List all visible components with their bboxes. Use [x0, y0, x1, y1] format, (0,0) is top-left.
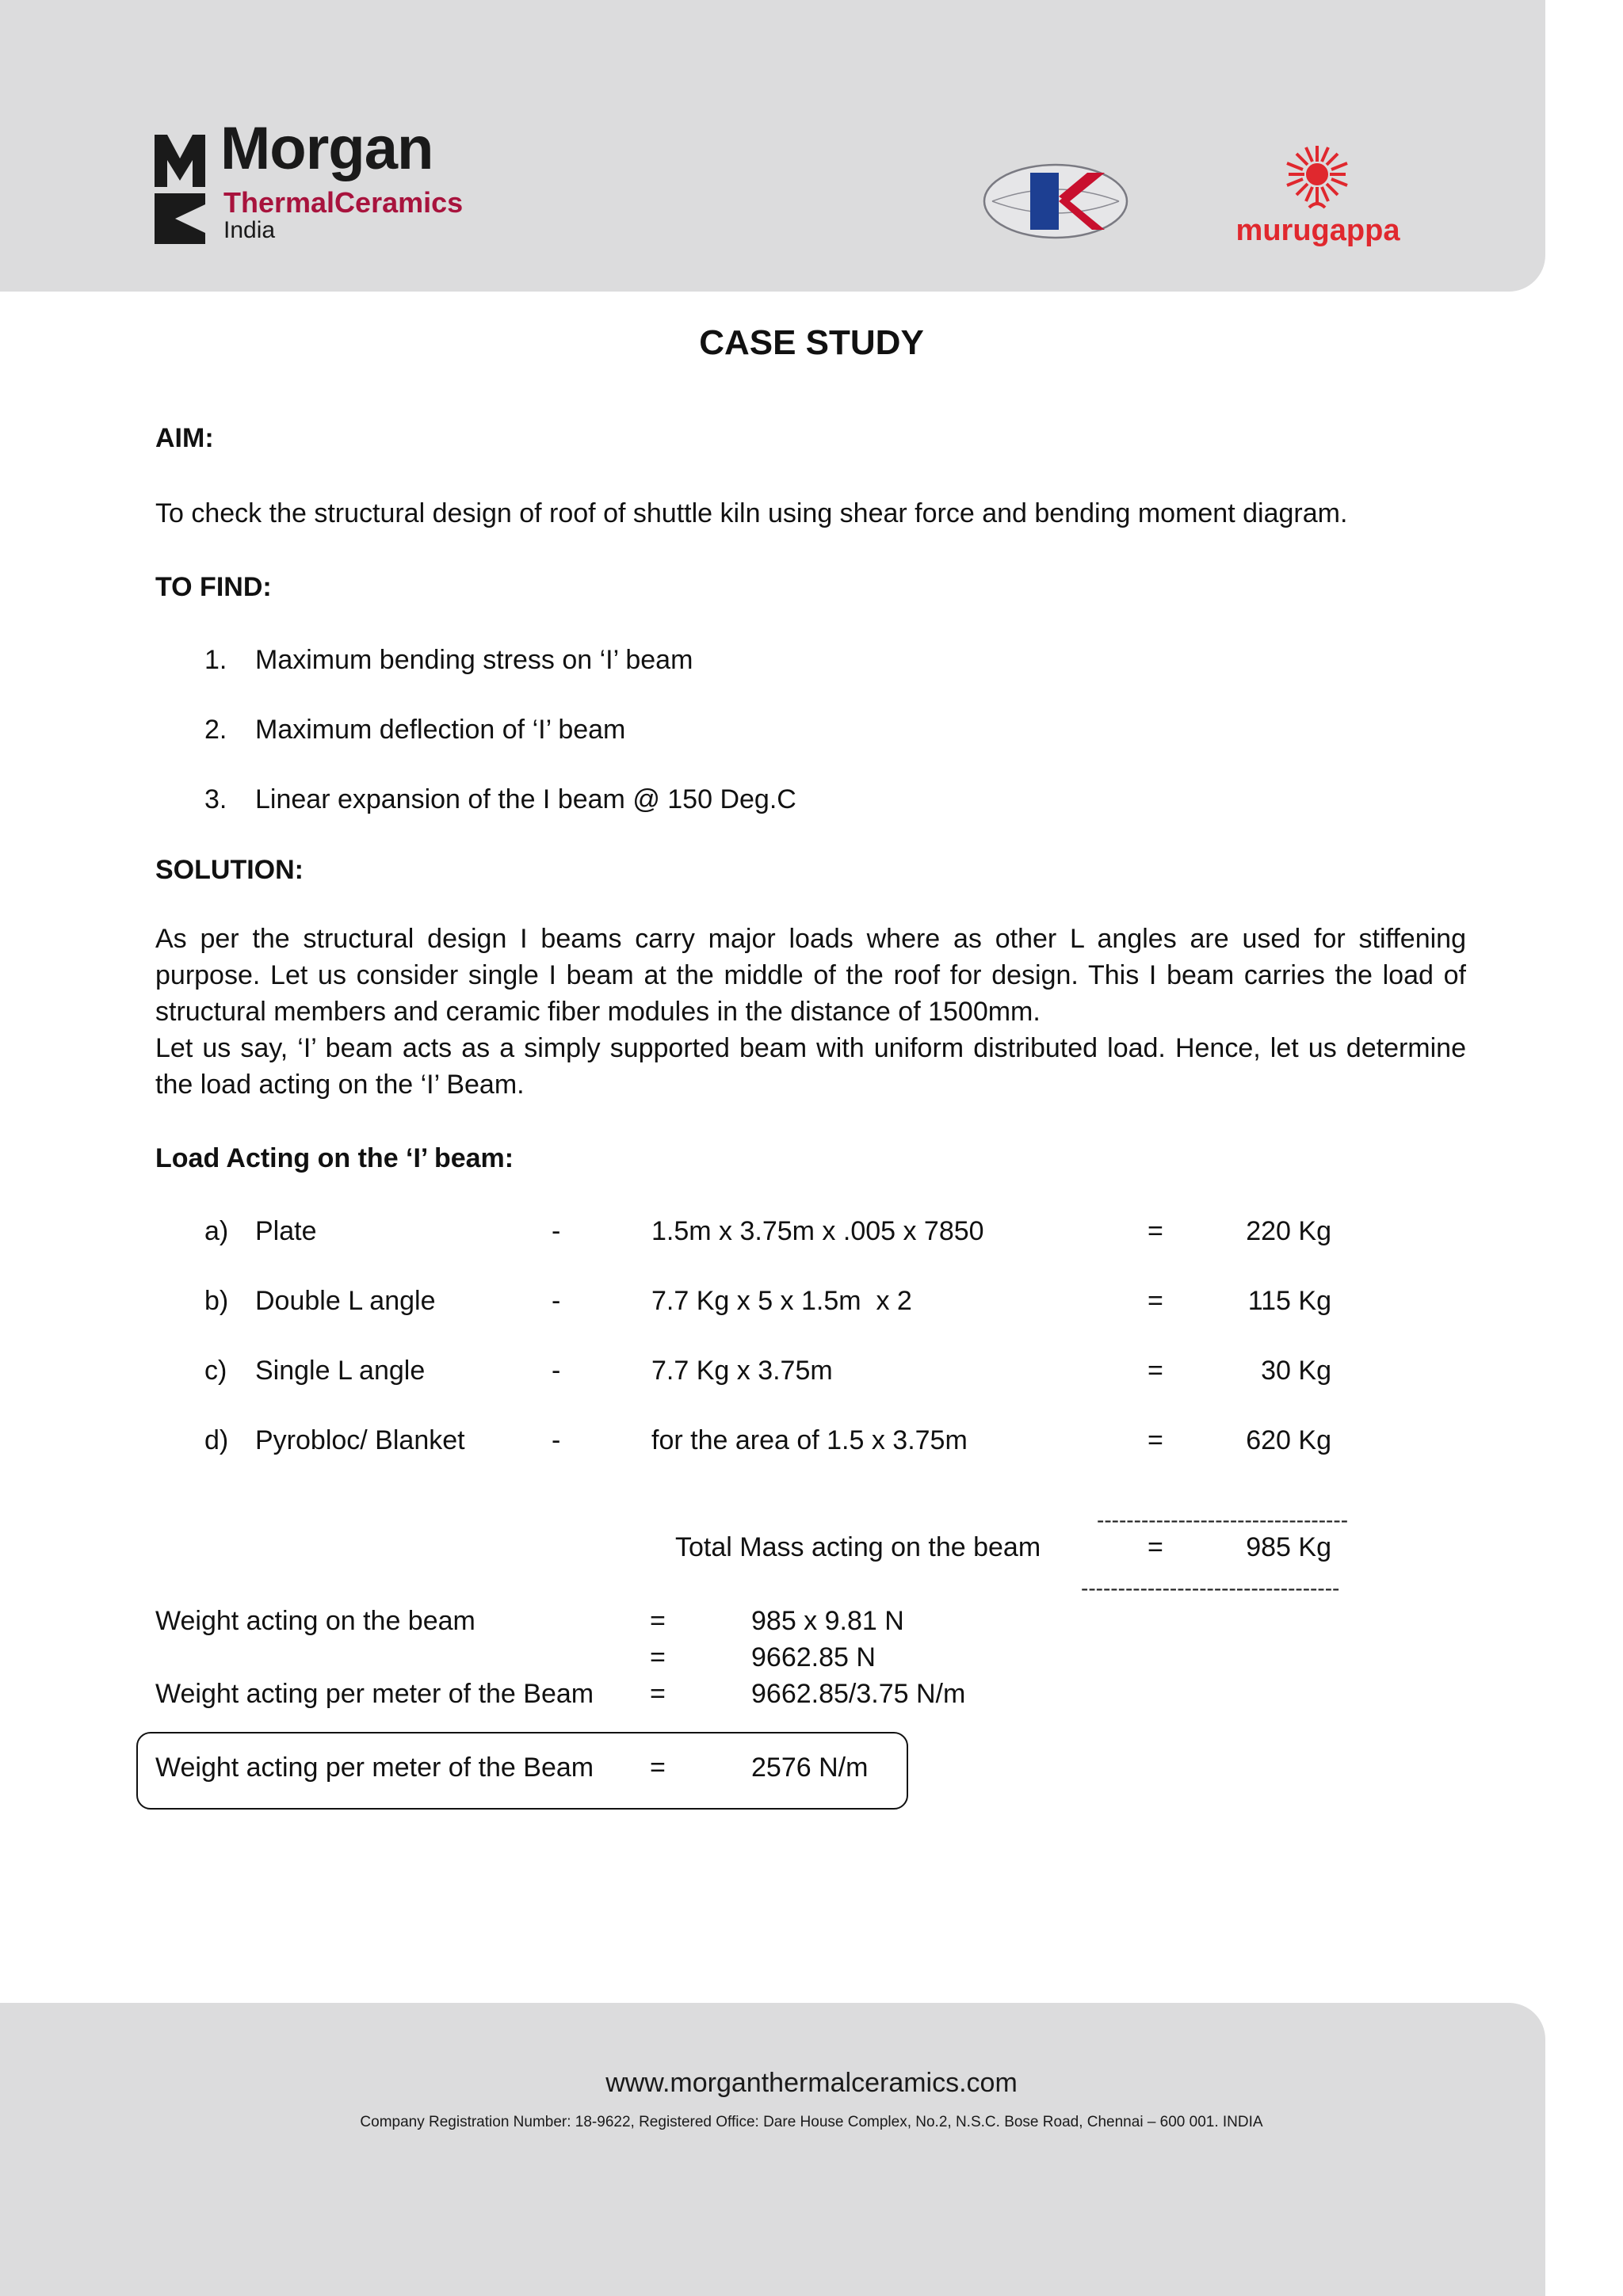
to-find-item-2: Maximum deflection of ‘I’ beam	[255, 715, 626, 745]
load-row-calc: 1.5m x 3.75m x .005 x 7850	[651, 1216, 984, 1246]
load-row-eq: =	[1148, 1286, 1163, 1316]
k-logo-icon	[981, 162, 1130, 241]
footer-band	[0, 2003, 1545, 2296]
aim-text: To check the structural design of roof of shuttle kiln using shear force and bending moment diagram.	[155, 498, 1348, 528]
weight-label: Weight acting on the beam	[155, 1606, 475, 1636]
weight-eq: =	[650, 1642, 666, 1672]
result-eq: =	[650, 1753, 666, 1783]
brand-subtitle: ThermalCeramics	[223, 186, 464, 219]
page-title: CASE STUDY	[699, 323, 924, 362]
registration-text: Company Registration Number: 18-9622, Registered Office: Dare House Complex, No.2, N.S.C. Bose Road, Chennai – 600 001. INDIA	[360, 2114, 1263, 2130]
to-find-item-2-num: 2.	[204, 715, 227, 745]
load-row-letter: a)	[204, 1216, 229, 1246]
load-row-value: 220 Kg	[1246, 1216, 1331, 1246]
morgan-logo-mark-icon	[155, 135, 205, 244]
to-find-heading: TO FIND:	[155, 572, 272, 602]
to-find-item-3-num: 3.	[204, 784, 227, 814]
to-find-item-1-num: 1.	[204, 645, 227, 675]
load-row-dash: -	[552, 1356, 561, 1386]
weight-value: 9662.85/3.75 N/m	[751, 1679, 966, 1709]
load-row-calc: 7.7 Kg x 3.75m	[651, 1356, 833, 1386]
load-row-letter: c)	[204, 1356, 227, 1386]
weight-value: 9662.85 N	[751, 1642, 876, 1672]
website-link[interactable]: www.morganthermalceramics.com	[605, 2068, 1018, 2098]
total-mass-value: 985 Kg	[1246, 1532, 1331, 1562]
solution-para-2: Let us say, ‘I’ beam acts as a simply supported beam with uniform distributed load. Hence, let us determine the load acting on the ‘I’ Beam.	[155, 1033, 1466, 1100]
load-row-value: 115 Kg	[1247, 1286, 1331, 1316]
result-label: Weight acting per meter of the Beam	[155, 1753, 594, 1783]
weight-eq: =	[650, 1606, 666, 1636]
weight-eq: =	[650, 1679, 666, 1709]
load-row-name: Pyrobloc/ Blanket	[255, 1425, 465, 1455]
result-value: 2576 N/m	[751, 1753, 869, 1783]
load-row-eq: =	[1148, 1425, 1163, 1455]
loads-heading: Load Acting on the ‘I’ beam:	[155, 1143, 514, 1173]
murugappa-wordmark: murugappa	[1235, 214, 1400, 247]
murugappa-flower-icon	[1277, 143, 1357, 214]
divider-bottom: -----------------------------------	[1081, 1576, 1340, 1600]
aim-heading: AIM:	[155, 423, 214, 453]
to-find-item-1: Maximum bending stress on ‘I’ beam	[255, 645, 693, 675]
load-row-name: Double L angle	[255, 1286, 436, 1316]
weight-per-meter-label: Weight acting per meter of the Beam	[155, 1679, 594, 1709]
load-row-letter: d)	[204, 1425, 229, 1455]
weight-value: 985 x 9.81 N	[751, 1606, 904, 1636]
solution-heading: SOLUTION:	[155, 855, 304, 885]
solution-paragraph	[155, 921, 1466, 1103]
load-row-eq: =	[1148, 1216, 1163, 1246]
load-row-dash: -	[552, 1425, 561, 1455]
total-mass-label: Total Mass acting on the beam	[675, 1532, 1041, 1562]
load-row-name: Single L angle	[255, 1356, 426, 1386]
load-row-calc: for the area of 1.5 x 3.75m	[651, 1425, 968, 1455]
solution-para-1: As per the structural design I beams carry major loads where as other L angles are used for stiffening purpose. Let us consider single I beam at the middle of the roof for design. This I beam carries the load of structural members and ceramic fiber modules in the distance of 1500mm.	[155, 924, 1466, 1027]
brand-name: Morgan	[220, 115, 433, 182]
load-row-calc: 7.7 Kg x 5 x 1.5m x 2	[651, 1286, 912, 1316]
load-row-dash: -	[552, 1286, 561, 1316]
load-row-name: Plate	[255, 1216, 317, 1246]
brand-country: India	[223, 217, 276, 243]
divider-top: ----------------------------------	[1097, 1508, 1349, 1532]
load-row-value: 620 Kg	[1246, 1425, 1331, 1455]
load-row-value: 30 Kg	[1261, 1356, 1331, 1386]
load-row-letter: b)	[204, 1286, 229, 1316]
load-row-dash: -	[552, 1216, 561, 1246]
load-row-eq: =	[1148, 1356, 1163, 1386]
to-find-item-3: Linear expansion of the I beam @ 150 Deg.C	[255, 784, 796, 814]
total-mass-eq: =	[1148, 1532, 1163, 1562]
